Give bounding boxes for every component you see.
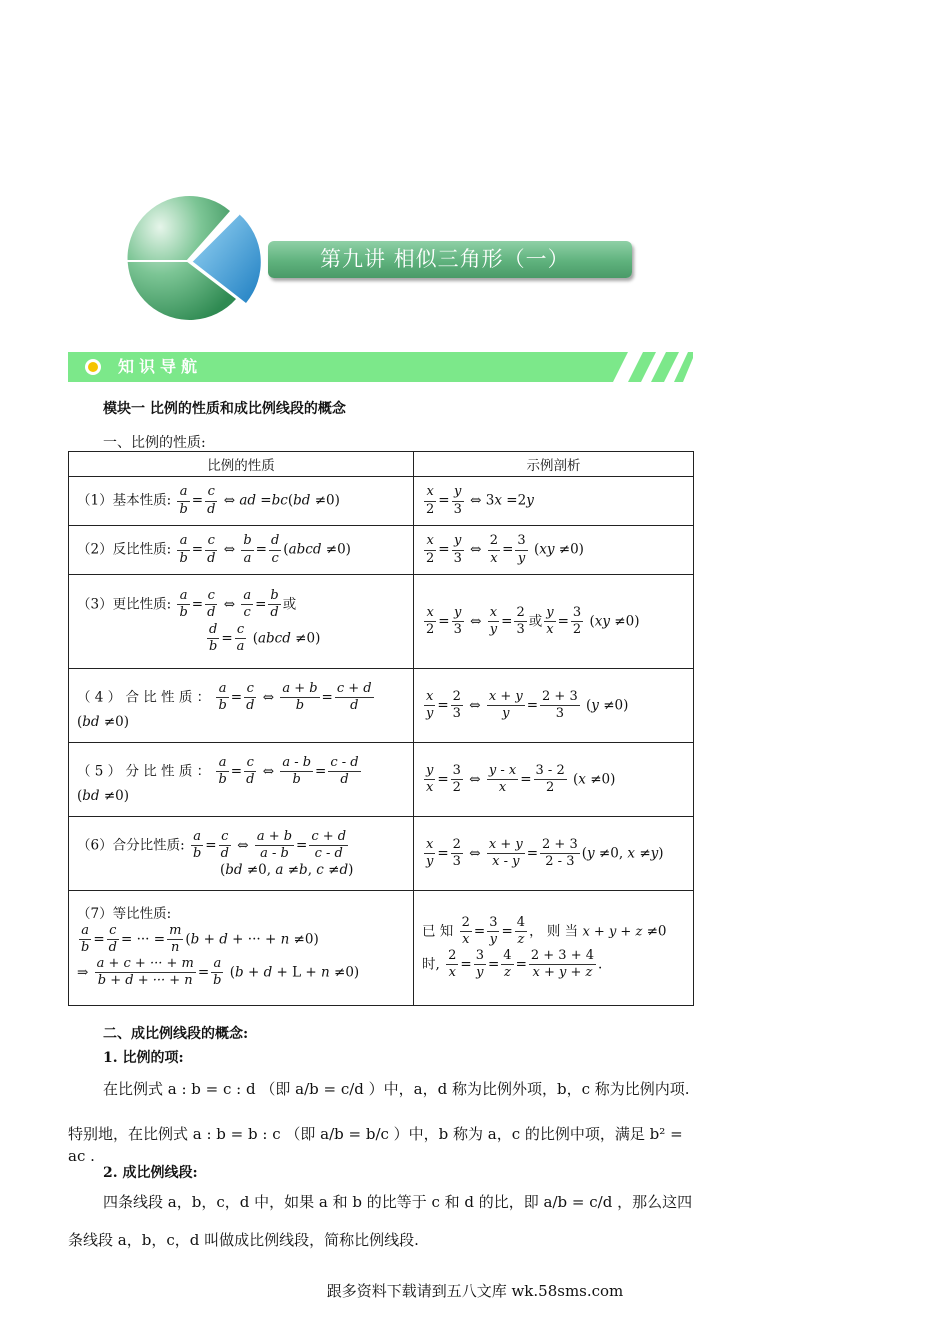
table-row: （2）反比性质: $\frac{a}{b}$ = $\frac{c}{d}$ ⇔ $\frac{b}{a}$ = $\frac{d}{c}$ (abcd ≠0) $\frac{x}{2}$ = $\frac{y}{3}$ ⇔ $\frac{2}{x}$ = $\frac{3}{y}$ (xy ≠0) [69, 526, 694, 575]
module-title: 模块一 比例的性质和成比例线段的概念 [103, 401, 346, 417]
sub1-line2: 特别地，在比例式 a : b = b : c （即 a/b = b/c ）中，b 称为 a，c 的比例中项，满足 b² = ac . [68, 1125, 683, 1165]
table-row: （ 4 ） 合 比 性 质 ： $\frac{a}{b}$ = $\frac{c}{d}$ ⇔ $\frac{a + b}{b}$ = $\frac{c + d}{d}$ (bd ≠0) $\frac{x}{y}$ = $\frac{2}{3}$ ⇔ $\frac{x + y}{y}$ = $\frac{2 + 3}{3}$ (y ≠0) [69, 669, 694, 743]
sub1-heading: 1. 比例的项: [103, 1050, 184, 1066]
row-label: （7）等比性质: [77, 906, 172, 923]
chapter-logo-icon [118, 195, 268, 330]
sub2-line2: 条线段 a，b，c，d 叫做成比例线段，简称比例线段. [68, 1231, 419, 1249]
example-when: 时, [422, 956, 440, 973]
table-row: （ 5 ） 分 比 性 质 ： $\frac{a}{b}$ = $\frac{c}{d}$ ⇔ $\frac{a - b}{b}$ = $\frac{c - d}{d}$ (bd ≠0) $\frac{y}{x}$ = $\frac{3}{2}$ ⇔ $\frac{y - x}{x}$ = $\frac{3 - 2}{2}$ (x ≠0) [69, 743, 694, 817]
or-word: 或 [282, 596, 297, 613]
row-label: （6）合分比性质: [77, 837, 185, 853]
footer-text: 跟多资料下载请到五八文库 wk.58sms.com [326, 1282, 624, 1300]
row-label: （1）基本性质: [77, 492, 172, 509]
properties-table [68, 451, 694, 1006]
table-row: （3）更比性质: $\frac{a}{b}$ = $\frac{c}{d}$ ⇔ $\frac{a}{c}$ = $\frac{b}{d}$ 或 $\frac{d}{b}$ = $\frac{c}{a}$ (abcd ≠0) $\frac{x}{2}$ = $\frac{y}{3}$ ⇔ $\frac{x}{y}$ = $\frac{2}{3}$ 或 $\frac{y}{x}$ = $\frac{3}{2}$ (xy ≠0) [69, 575, 694, 669]
table-row: （1）基本性质: $\frac{a}{b}$ = $\frac{c}{d}$ ⇔ ad =bc(bd ≠0) $\frac{x}{2}$ = $\frac{y}{3}$ ⇔ 3x =2y [69, 477, 694, 526]
sub2-line1: 四条线段 a，b，c，d 中，如果 a 和 b 的比等于 c 和 d 的比，即 a/b = c/d ，那么这四 [103, 1193, 693, 1211]
sub2-heading: 2. 成比例线段: [103, 1165, 198, 1181]
row-label: （ 5 ） 分 比 性 质 ： [77, 763, 211, 779]
part2-heading: 二、成比例线段的概念: [103, 1026, 249, 1042]
sub1-line1: 在比例式 a : b = c : d （即 a/b = c/d ）中，a，d 称为比例外项，b，c 称为比例内项. [103, 1080, 690, 1098]
part1-heading: 一、比例的性质: [103, 435, 206, 451]
table-row: （6）合分比性质: $\frac{a}{b}$ = $\frac{c}{d}$ ⇔ $\frac{a + b}{a - b}$ = $\frac{c + d}{c - d}$ (bd ≠0, a ≠b, c ≠d) $\frac{x}{y}$ = $\frac{2}{3}$ ⇔ $\frac{x + y}{x - y}$ = $\frac{2 + 3}{2 - 3}$ (y ≠0, x ≠y) [69, 817, 694, 891]
example-mid: ， 则 当 [529, 922, 579, 939]
chapter-title: 第九讲 相似三角形（一） [268, 241, 632, 278]
table-header: 比例的性质 [69, 452, 414, 477]
table-row: （7）等比性质: $\frac{a}{b}$ = $\frac{c}{d}$ = ··· = $\frac{m}{n}$ (b + d + ··· + n ≠0) ⇒ $\frac{a + c + \cdot\cdot\cdot + m}{b + d + \cdot\cdot\cdot + n}$ = $\frac{a}{b}$ (b + d + L + n ≠0) 已 知 $\frac{2}{x}$ = $\frac{3}{y}$ = $\frac{4}{z}$ ， 则 当 x + y + z ≠0 时, $\frac{2}{x}$ = $\frac{3}{y}$ = $\frac{4}{z}$ = $\frac{2 + 3 + 4}{x + y + z}$ . [69, 891, 694, 1006]
example-prefix: 已 知 [422, 922, 454, 939]
section-label: 知识导航 [118, 357, 203, 376]
row-label: （ 4 ） 合 比 性 质 ： [77, 689, 211, 705]
table-header: 示例剖析 [414, 452, 694, 477]
row-label: （3）更比性质: [77, 596, 172, 613]
row-label: （2）反比性质: [77, 541, 172, 558]
